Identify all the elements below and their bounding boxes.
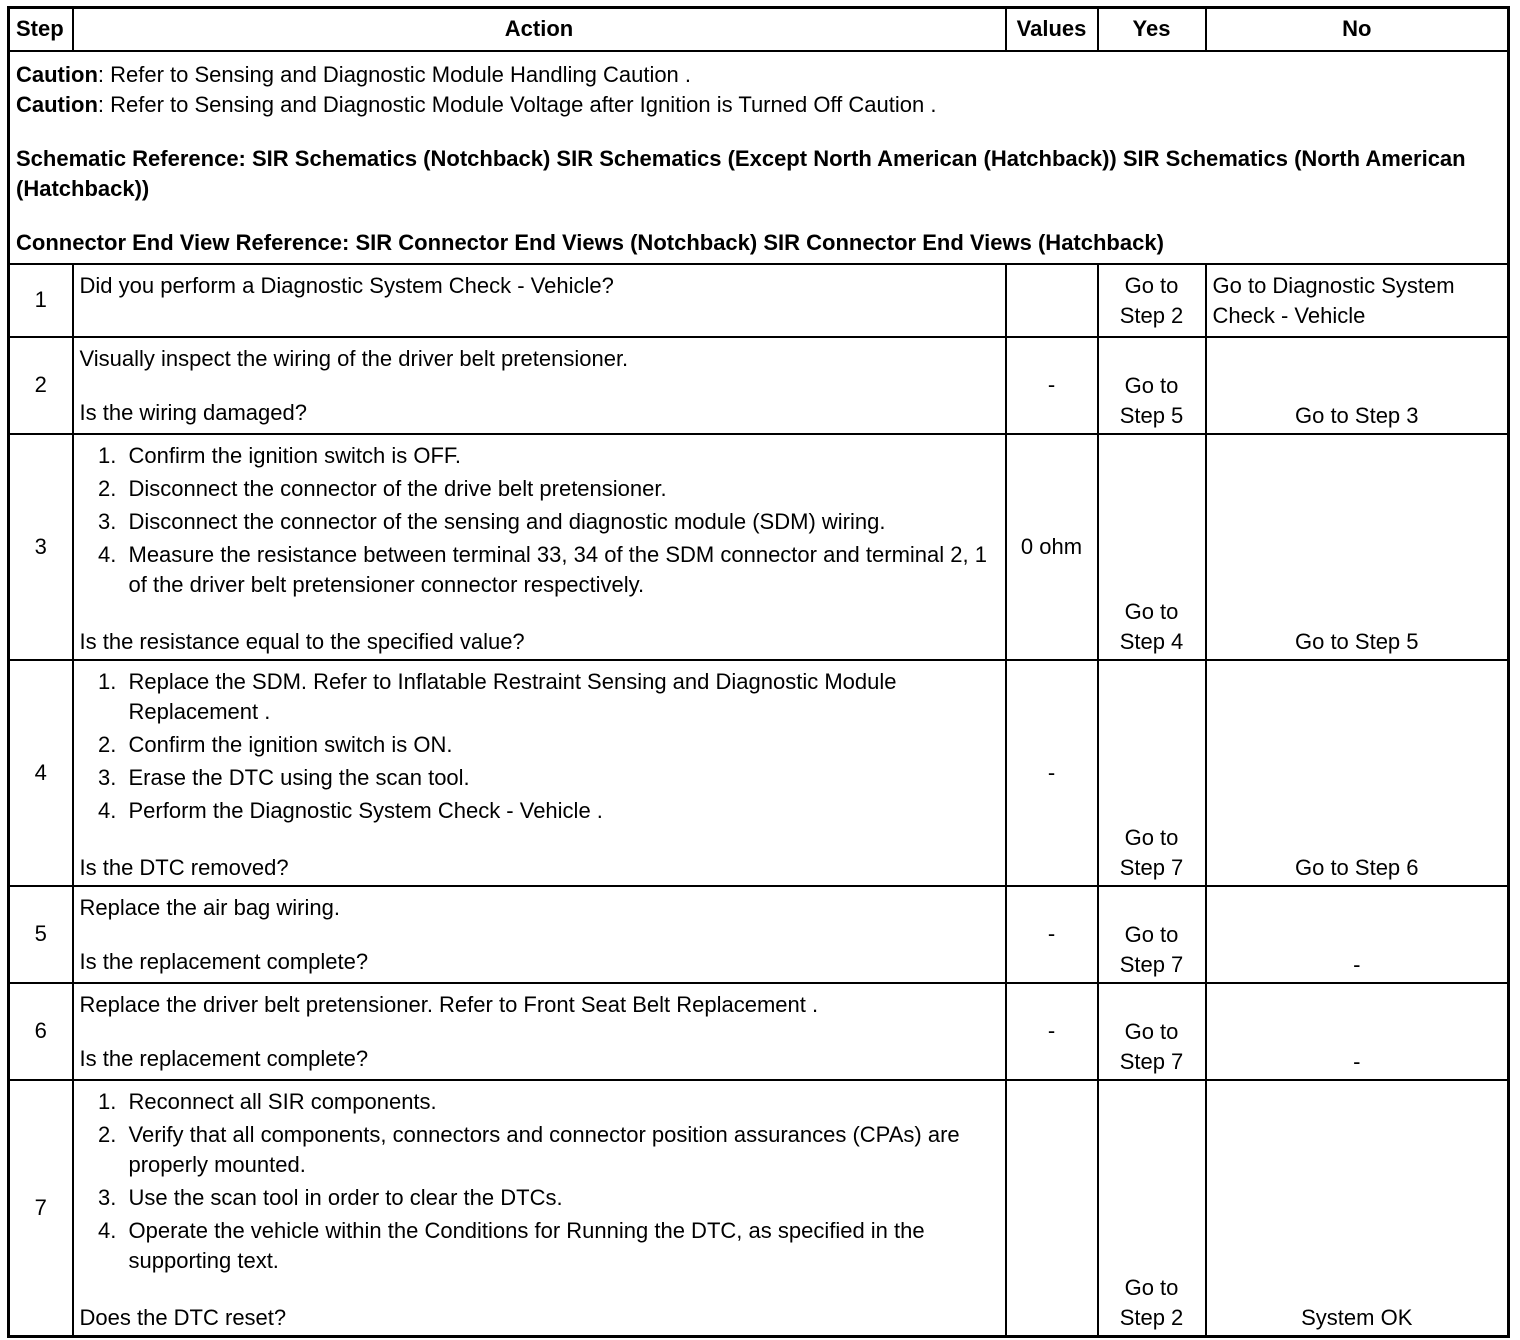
step-number: 1 [9, 264, 73, 337]
header-no: No [1206, 8, 1509, 51]
caution-line-2 [16, 90, 1501, 120]
table-row [9, 886, 1509, 983]
list-item: 2. Confirm the ignition switch is ON. [123, 730, 999, 760]
list-item: 1. Confirm the ignition switch is OFF. [123, 441, 999, 471]
table-row [9, 1080, 1509, 1337]
action-cell [73, 264, 1006, 337]
list-item: 4. Measure the resistance between terminal 33, 34 of the SDM connector and terminal 2, 1 of the driver belt pretensioner connector respectively. [123, 540, 999, 600]
value-cell: - [1006, 337, 1098, 434]
yes-cell: Go to Step 7 [1098, 886, 1206, 983]
yes-cell: Go to Step 5 [1098, 337, 1206, 434]
no-cell: Go to Diagnostic System Check - Vehicle [1206, 264, 1509, 337]
step-question: Is the resistance equal to the specified value? [79, 628, 525, 654]
step-question: Is the replacement complete? [79, 948, 369, 974]
step-question: Does the DTC reset? [79, 1304, 287, 1330]
yes-cell: Go to Step 4 [1098, 434, 1206, 660]
value-cell: 0 ohm [1006, 434, 1098, 660]
table-row [9, 337, 1509, 434]
caution-block [9, 51, 1509, 264]
table-row [9, 983, 1509, 1080]
action-cell [73, 434, 1006, 660]
step-question: Is the wiring damaged? [79, 399, 307, 425]
no-cell: - [1206, 983, 1509, 1080]
procedure-list [80, 441, 999, 600]
yes-cell: Go to Step 2 [1098, 1080, 1206, 1337]
value-cell [1006, 1080, 1098, 1337]
procedure-list [80, 667, 999, 826]
header-yes: Yes [1098, 8, 1206, 51]
step-instruction: Visually inspect the wiring of the driver belt pretensioner. [79, 345, 629, 371]
action-cell [73, 983, 1006, 1080]
yes-cell: Go to Step 7 [1098, 983, 1206, 1080]
action-cell [73, 886, 1006, 983]
value-cell: - [1006, 886, 1098, 983]
no-cell: Go to Step 5 [1206, 434, 1509, 660]
step-number: 3 [9, 434, 73, 660]
no-cell: - [1206, 886, 1509, 983]
action-cell [73, 660, 1006, 886]
step-question: Is the DTC removed? [79, 854, 289, 880]
connector-end-view-reference: Connector End View Reference: SIR Connector End Views (Notchback) SIR Connector End Views (Hatchback) [16, 229, 1164, 255]
value-cell [1006, 264, 1098, 337]
caution-label: Caution [16, 91, 98, 117]
step-question: Did you perform a Diagnostic System Check - Vehicle? [79, 272, 614, 298]
caution-text: : Refer to Sensing and Diagnostic Module Handling Caution . [97, 61, 692, 87]
action-cell [73, 337, 1006, 434]
list-item: 4. Perform the Diagnostic System Check - Vehicle . [123, 796, 999, 826]
step-number: 4 [9, 660, 73, 886]
step-number: 2 [9, 337, 73, 434]
value-cell: - [1006, 983, 1098, 1080]
yes-cell: Go to Step 2 [1098, 264, 1206, 337]
value-cell: - [1006, 660, 1098, 886]
list-item: 2. Disconnect the connector of the drive belt pretensioner. [123, 474, 999, 504]
diagnostic-table [7, 6, 1510, 1338]
no-cell: System OK [1206, 1080, 1509, 1337]
caution-text: : Refer to Sensing and Diagnostic Module Voltage after Ignition is Turned Off Caution . [97, 91, 937, 117]
action-cell [73, 1080, 1006, 1337]
list-item: 1. Reconnect all SIR components. [123, 1087, 999, 1117]
procedure-list [80, 1087, 999, 1276]
step-number: 7 [9, 1080, 73, 1337]
yes-cell: Go to Step 7 [1098, 660, 1206, 886]
header-action: Action [73, 8, 1006, 51]
list-item: 3. Use the scan tool in order to clear the DTCs. [123, 1183, 999, 1213]
step-instruction: Replace the driver belt pretensioner. Refer to Front Seat Belt Replacement . [79, 991, 819, 1017]
no-cell: Go to Step 3 [1206, 337, 1509, 434]
header-values: Values [1006, 8, 1098, 51]
step-number: 5 [9, 886, 73, 983]
step-instruction: Replace the air bag wiring. [79, 894, 340, 920]
caution-line-1 [16, 60, 1501, 90]
step-question: Is the replacement complete? [79, 1045, 369, 1071]
list-item: 2. Verify that all components, connectors and connector position assurances (CPAs) are properly mounted. [123, 1120, 999, 1180]
list-item: 3. Erase the DTC using the scan tool. [123, 763, 999, 793]
list-item: 3. Disconnect the connector of the sensing and diagnostic module (SDM) wiring. [123, 507, 999, 537]
table-row [9, 434, 1509, 660]
no-cell: Go to Step 6 [1206, 660, 1509, 886]
table-row [9, 660, 1509, 886]
list-item: 1. Replace the SDM. Refer to Inflatable Restraint Sensing and Diagnostic Module Replacement . [123, 667, 999, 727]
list-item: 4. Operate the vehicle within the Conditions for Running the DTC, as specified in the supporting text. [123, 1216, 999, 1276]
caution-label: Caution [16, 61, 98, 87]
table-header-row [9, 8, 1509, 51]
table-row [9, 264, 1509, 337]
caution-row [9, 51, 1509, 264]
schematic-reference: Schematic Reference: SIR Schematics (Notchback) SIR Schematics (Except North American (Hatchback)) SIR Schematics (North American (Hatchback)) [16, 145, 1466, 201]
header-step: Step [9, 8, 73, 51]
step-number: 6 [9, 983, 73, 1080]
